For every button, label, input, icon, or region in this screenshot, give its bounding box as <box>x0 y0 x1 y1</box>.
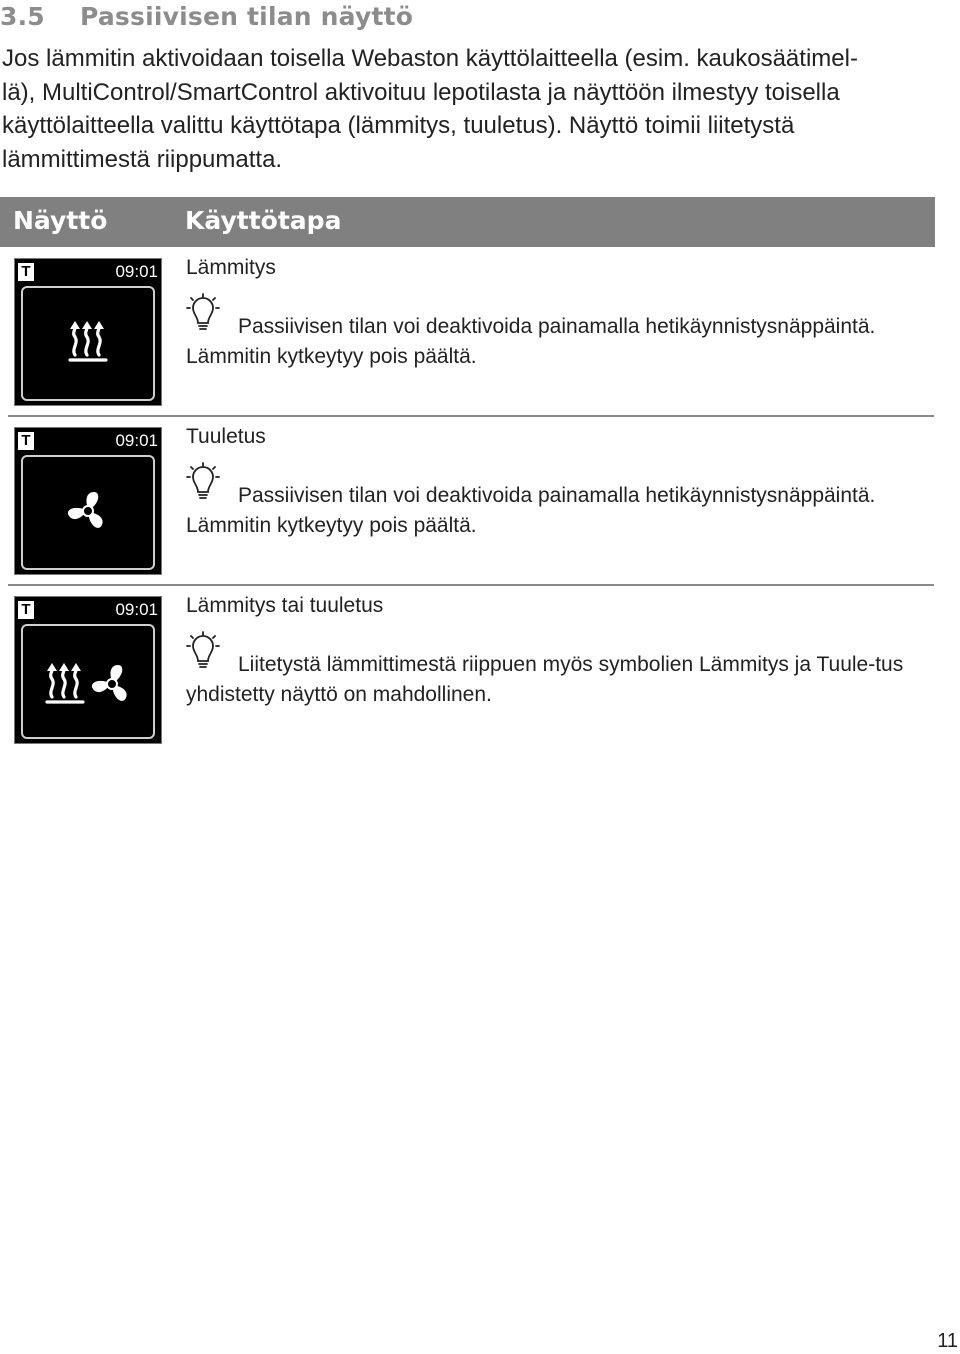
header-display: Näyttö <box>13 206 108 235</box>
display-clock: 09:01 <box>115 262 158 281</box>
display-screen <box>21 624 155 739</box>
table-header <box>0 197 935 247</box>
tip-text: Passiivisen tilan voi deaktivoida painamalla hetikäynnistysnäppäintä. Lämmitin kytkeytyy pois päältä. <box>186 315 876 368</box>
display-clock: 09:01 <box>115 600 158 619</box>
row-divider <box>8 584 934 586</box>
header-mode: Käyttötapa <box>185 206 342 235</box>
section-heading <box>0 2 413 31</box>
page-number: 11 <box>937 1330 958 1352</box>
tip-text: Liitetystä lämmittimestä riippuen myös symbolien Lämmitys ja Tuule-tus yhdistetty näyttö on mahdollinen. <box>186 653 904 706</box>
intro-line: käyttölaitteella valittu käyttötapa (lämmitys, tuuletus). Näyttö toimii liitetystä <box>2 112 795 139</box>
display-clock: 09:01 <box>115 431 158 450</box>
timer-badge: T <box>18 432 34 450</box>
display-heating <box>14 258 162 406</box>
fan-icon <box>91 663 133 705</box>
mode-label: Lämmitys tai tuuletus <box>186 594 384 617</box>
display-fan <box>14 427 162 575</box>
intro-paragraph <box>2 42 932 176</box>
timer-badge: T <box>18 601 34 619</box>
tip-text: Passiivisen tilan voi deaktivoida painamalla hetikäynnistysnäppäintä. Lämmitin kytkeytyy pois päältä. <box>186 484 876 537</box>
section-title: Passiivisen tilan näyttö <box>80 2 414 31</box>
intro-line: lämmittimestä riippumatta. <box>2 145 283 173</box>
timer-badge: T <box>18 263 34 281</box>
mode-label: Tuuletus <box>186 425 266 448</box>
heating-icon <box>45 661 85 705</box>
fan-icon <box>67 490 109 532</box>
row-divider <box>8 415 934 417</box>
intro-line: Jos lämmitin aktivoidaan toisella Webaston käyttölaitteella (esim. kaukosäätimel- <box>2 45 858 72</box>
heating-icon <box>68 319 108 363</box>
intro-line: lä), MultiControl/SmartControl aktivoituu lepotilasta ja näyttöön ilmestyy toisella <box>2 78 840 106</box>
section-number: 3.5 <box>0 2 45 31</box>
mode-label: Lämmitys <box>186 256 276 279</box>
display-heating-and-fan <box>14 596 162 744</box>
